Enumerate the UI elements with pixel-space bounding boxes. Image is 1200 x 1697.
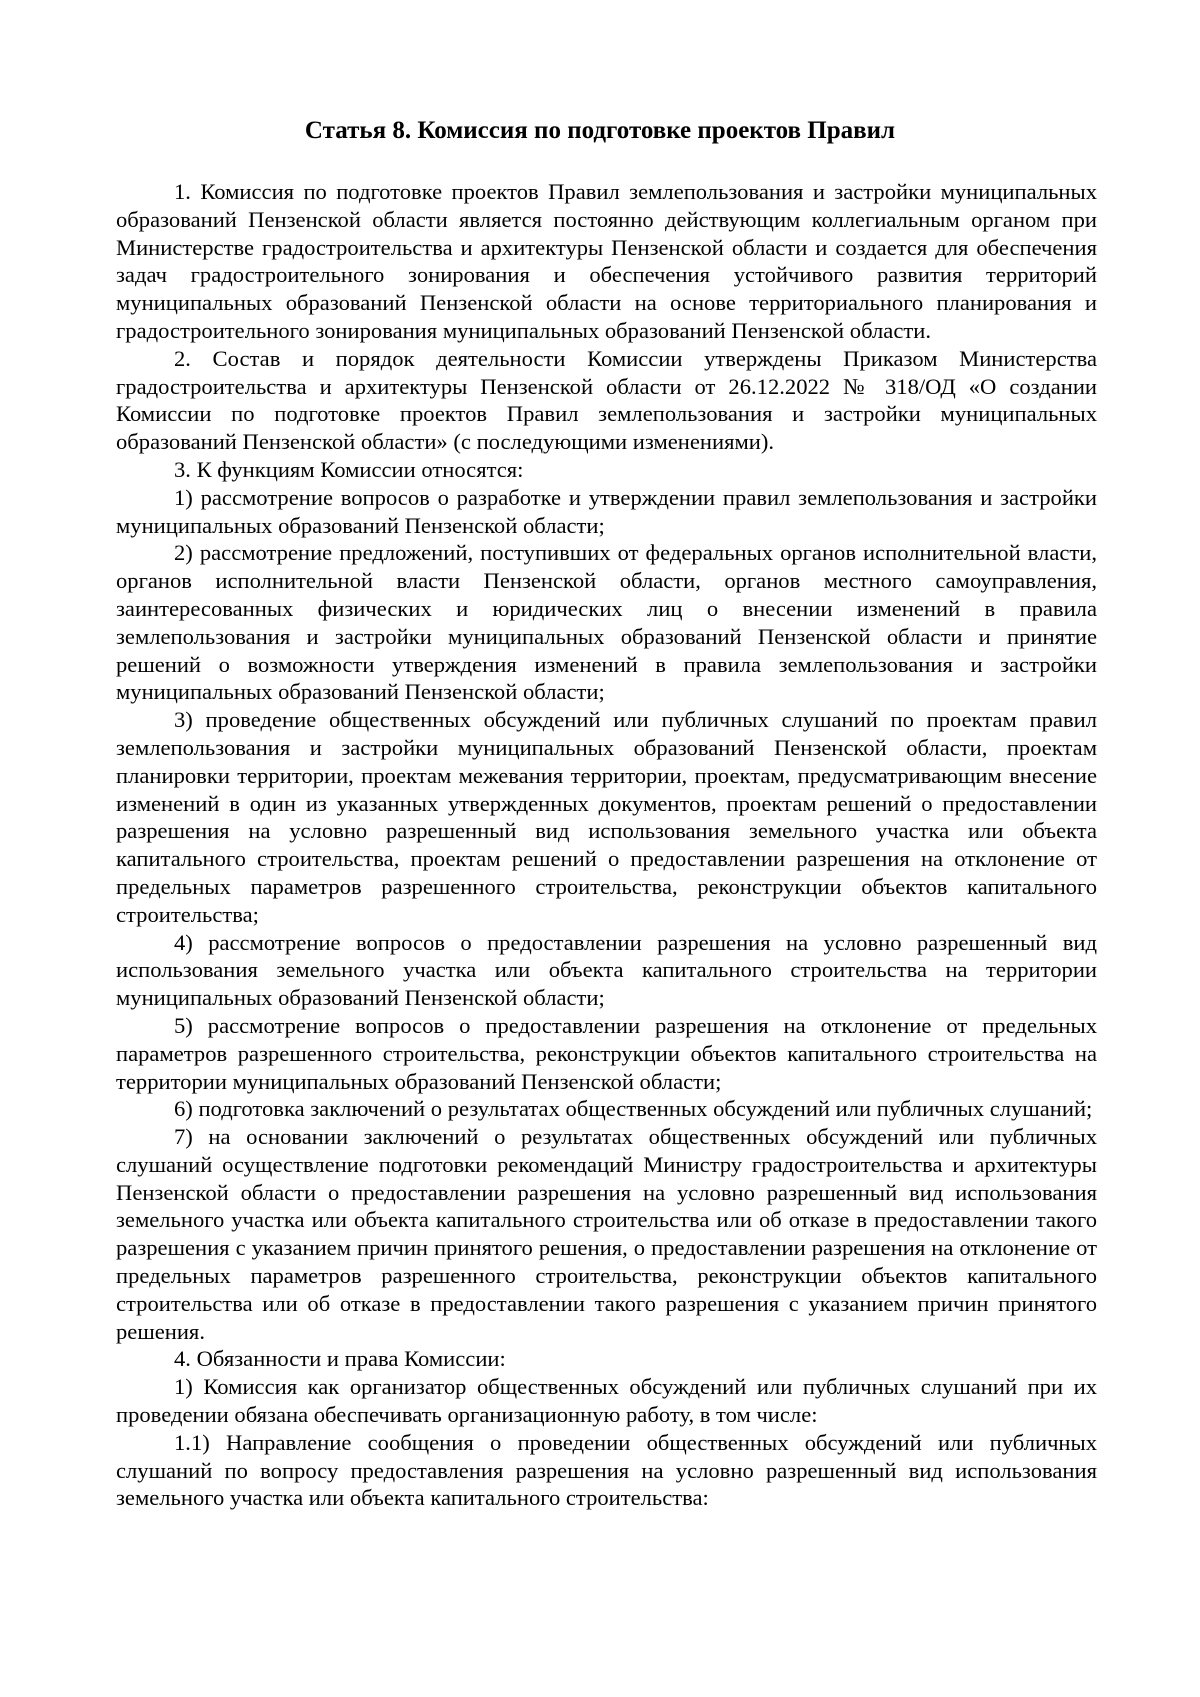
function-item-5: 5) рассмотрение вопросов о предоставлении разрешения на отклонение от предельных параметров разрешенного строительства, реконструкции объектов капитального строительства на территории муниципальных образований Пензенской области;	[116, 1012, 1097, 1094]
function-item-6: 6) подготовка заключений о результатах общественных обсуждений или публичных слушаний;	[174, 1096, 1093, 1122]
function-item-7: 7) на основании заключений о результатах общественных обсуждений или публичных слушаний осуществление подготовки рекомендаций Министру градостроительства и архитектуры Пензенской области о предоставлении разрешения на условно разрешенный вид использования земельного участка или объекта капитального строительства или об отказе в предоставлении такого разрешения с указанием причин принятого решения, о предоставлении разрешения на отклонение от предельных параметров разрешенного строительства, реконструкции объектов капитального строительства или об отказе в предоставлении такого разрешения с указанием причин принятого решения.	[116, 1124, 1097, 1344]
duty-item-1: 1) Комиссия как организатор общественных обсуждений или публичных слушаний при их проведении обязана обеспечивать организационную работу, в том числе:	[116, 1374, 1097, 1428]
function-item-1: 1) рассмотрение вопросов о разработке и утверждении правил землепользования и застройки муниципальных образований Пензенской области;	[116, 484, 1097, 538]
function-item-4: 4) рассмотрение вопросов о предоставлении разрешения на условно разрешенный вид использования земельного участка или объекта капитального строительства на территории муниципальных образований Пензенской области;	[116, 929, 1097, 1011]
paragraph-2-composition-order: 2. Состав и порядок деятельности Комиссии утверждены Приказом Министерства градостроительства и архитектуры Пензенской области от 26.12.2022 № 318/ОД «О создании Комиссии по подготовке проектов Правил землепользования и застройки муниципальных образований Пензенской области» (с последующими изменениями).	[116, 345, 1097, 455]
duty-item-1-1: 1.1) Направление сообщения о проведении общественных обсуждений или публичных слушаний по вопросу предоставления разрешения на условно разрешенный вид использования земельного участка или объекта капитального строительства:	[116, 1429, 1097, 1511]
article-title: Статья 8. Комиссия по подготовке проектов Правил	[304, 117, 896, 144]
paragraph-3-functions-heading: 3. К функциям Комиссии относятся:	[174, 456, 524, 482]
function-item-2: 2) рассмотрение предложений, поступивших от федеральных органов исполнительной власти, органов исполнительной власти Пензенской области, органов местного самоуправления, заинтересованных физических и юридических лиц о внесении изменений в правила землепользования и застройки муниципальных образований Пензенской области и принятие решений о возможности утверждения изменений в правила землепользования и застройки муниципальных образований Пензенской области;	[116, 540, 1097, 705]
paragraph-1-commission-status: 1. Комиссия по подготовке проектов Правил землепользования и застройки муниципальных образований Пензенской области является постоянно действующим коллегиальным органом при Министерстве градостроительства и архитектуры Пензенской области и создается для обеспечения задач градостроительного зонирования и обеспечения устойчивого развития территорий муниципальных образований Пензенской области на основе территориального планирования и градостроительного зонирования муниципальных образований Пензенской области.	[116, 179, 1097, 343]
paragraph-4-duties-heading: 4. Обязанности и права Комиссии:	[174, 1346, 506, 1372]
article-body	[116, 178, 1097, 1512]
function-item-3: 3) проведение общественных обсуждений или публичных слушаний по проектам правил землепользования и застройки муниципальных образований Пензенской области, проектам планировки территории, проектам межевания территории, проектам, предусматривающим внесение изменений в один из указанных утвержденных документов, проектам решений о предоставлении разрешения на условно разрешенный вид использования земельного участка или объекта капитального строительства, проектам решений о предоставлении разрешения на отклонение от предельных параметров разрешенного строительства, реконструкции объектов капитального строительства;	[116, 707, 1097, 927]
